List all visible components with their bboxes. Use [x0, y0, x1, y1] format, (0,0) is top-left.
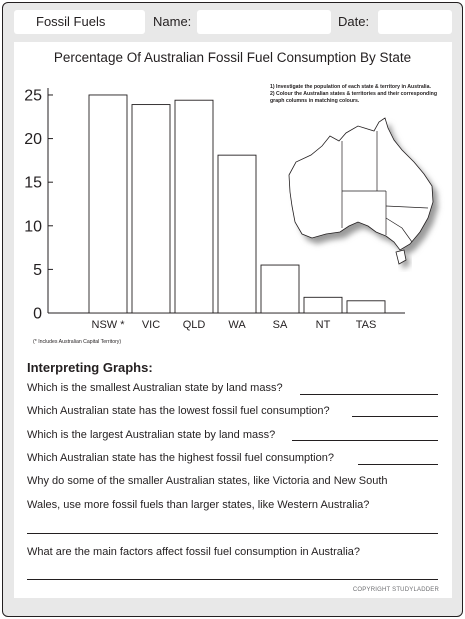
x-tick-label: TAS: [355, 319, 377, 331]
instruction-item: 2) Colour the Australian states & territories and their corresponding graph columns in matching colours.: [270, 91, 437, 104]
question-5-line-2: Wales, use more fossil fuels than larger states, like Western Australia?: [27, 499, 370, 511]
y-tick-label: 25: [24, 87, 42, 105]
answer-line[interactable]: [292, 440, 438, 441]
australia-map-icon: [289, 118, 438, 269]
instructions: [270, 84, 445, 105]
x-tick-label: NSW *: [91, 319, 125, 331]
question-4: Which Australian state has the highest fossil fuel consumption?: [27, 452, 334, 464]
question-6: What are the main factors affect fossil fuel consumption in Australia?: [27, 546, 361, 558]
chart-footnote: (* Includes Australian Capital Territory): [33, 339, 122, 345]
bar-tas: [347, 301, 385, 313]
y-tick-label: 10: [24, 218, 42, 236]
answer-line[interactable]: [27, 579, 438, 580]
bar-qld: [175, 100, 213, 313]
name-label: Name:: [153, 14, 192, 29]
date-label: Date:: [338, 14, 370, 29]
x-tick-label: NT: [315, 319, 331, 331]
chart-title: Percentage Of Australian Fossil Fuel Consumption By State: [53, 50, 412, 65]
y-tick-label: 15: [24, 174, 42, 192]
y-tick-label: 20: [24, 131, 42, 149]
worksheet-topic: Fossil Fuels: [36, 14, 106, 29]
question-3: Which is the largest Australian state by land mass?: [27, 429, 276, 441]
answer-line[interactable]: [300, 394, 438, 395]
y-tick-label: 5: [33, 261, 42, 279]
x-tick-label: WA: [228, 319, 246, 331]
instruction-item: 1) Investigate the population of each state & territory in Australia.: [270, 84, 431, 90]
bar-wa: [218, 155, 256, 313]
bar-sa: [261, 265, 299, 313]
bar-vic: [132, 105, 170, 313]
question-2: Which Australian state has the lowest fossil fuel consumption?: [27, 405, 330, 417]
copyright-notice: COPYRIGHT STUDYLADDER: [352, 587, 439, 593]
question-1: Which is the smallest Australian state by land mass?: [27, 382, 283, 394]
answer-line[interactable]: [358, 464, 438, 465]
answer-line[interactable]: [27, 533, 438, 534]
x-tick-label: VIC: [141, 319, 161, 331]
question-5-line-1: Why do some of the smaller Australian states, like Victoria and New South: [27, 475, 388, 487]
questions-title: Interpreting Graphs:: [27, 360, 153, 375]
answer-line[interactable]: [352, 416, 438, 417]
x-tick-label: QLD: [182, 319, 206, 331]
bar-nt: [304, 297, 342, 313]
x-tick-label: SA: [272, 319, 288, 331]
y-tick-label: 0: [33, 305, 42, 323]
bar-nsw: [89, 95, 127, 313]
